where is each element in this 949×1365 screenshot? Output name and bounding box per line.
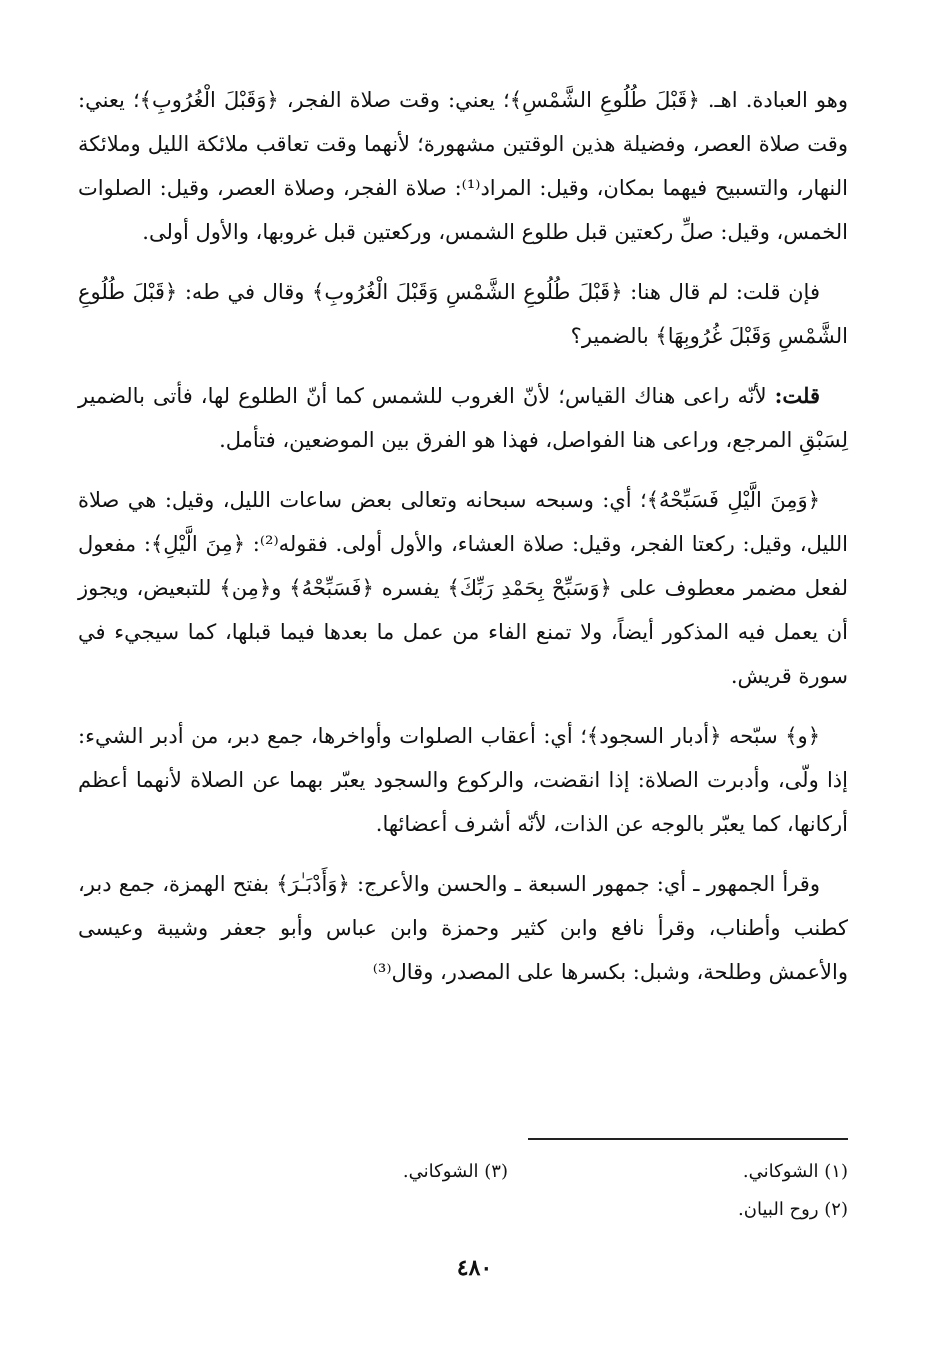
page-number: ٤٨٠	[456, 1255, 493, 1281]
paragraph-3-text: لأنّه راعى هناك القياس؛ لأنّ الغروب للشمس كما أنّ الطلوع لها، فأتى بالضمير لِسَبْقِ المرجع، وراعى هنا الفواصل، فهذا هو الفرق بين الموضعين، فتأمل.	[78, 384, 848, 452]
footnote-3: (٣) الشوكاني.	[402, 1161, 508, 1182]
paragraph-6-text: وقرأ الجمهور ـ أي: جمهور السبعة ـ والحسن والأعرج: ﴿وَأَدْبَـٰرَ﴾ بفتح الهمزة، جمع دبر، كطنب وأطناب، وقرأ نافع وابن كثير وحمزة وابن عباس وأبو جعفر وشيبة وعيسى والأعمش وطلحة، وشبل: بكسرها على المصدر، وقال⁽³⁾	[78, 872, 848, 984]
footnote-2: (٢) روح البيان.	[738, 1199, 848, 1220]
footnotes	[148, 1153, 848, 1229]
paragraph-1-text: وهو العبادة. اهـ. ﴿قَبْلَ طُلُوعِ الشَّمْسِ﴾؛ يعني: وقت صلاة الفجر، ﴿وَقَبْلَ الْغُرُوبِ﴾؛ يعني: وقت صلاة العصر، وفضيلة هذين الوقتين مشهورة؛ لأنهما وقت تعاقب ملائكة الليل وملائكة النهار، والتسبيح فيهما بمكان، وقيل: المراد⁽¹⁾: صلاة الفجر، وصلاة العصر، وقيل: الصلوات الخمس، وقيل: صلِّ ركعتين قبل طلوع الشمس، وركعتين قبل غروبها، والأول أولى.	[78, 88, 848, 244]
paragraph-2-text: فإن قلت: لم قال هنا: ﴿قَبْلَ طُلُوعِ الشَّمْسِ وَقَبْلَ الْغُرُوبِ﴾ وقال في طه: ﴿قَبْلَ طُلُوعِ الشَّمْسِ وَقَبْلَ غُرُوبِهَا﴾ بالضمير؟	[78, 280, 848, 348]
paragraph-4-text: ﴿وَمِنَ الَّيْلِ فَسَبِّحْهُ﴾؛ أي: وسبحه سبحانه وتعالى بعض ساعات الليل، وقيل: هي صلاة الليل، وقيل: ركعتا الفجر، وقيل: صلاة العشاء، والأول أولى. فقوله⁽²⁾: ﴿مِنَ الَّيْلِ﴾: مفعول لفعل مضمر معطوف على ﴿وَسَبِّحْ بِحَمْدِ رَبِّكَ﴾ يفسره ﴿فَسَبِّحْهُ﴾ و﴿مِن﴾ للتبعيض، ويجوز أن يعمل فيه المذكور أيضاً، ولا تمنع الفاء من عمل ما بعدها فيما قبلها، كما سيجيء في سورة قريش.	[78, 488, 848, 688]
paragraph-2	[78, 270, 848, 358]
paragraph-5-text: ﴿و﴾ سبّحه ﴿أدبار السجود﴾؛ أي: أعقاب الصلوات وأواخرها، جمع دبر، من أدبر الشيء: إذا ولّى، وأدبرت الصلاة: إذا انقضت، والركوع والسجود يعبّر بهما عن الصلاة لأنهما أعظم أركانها، كما يعبّر بالوجه عن الذات، لأنّه أشرف أعضائها.	[78, 724, 848, 836]
paragraph-5	[78, 714, 848, 846]
paragraph-4	[78, 478, 848, 698]
footnote-row-1	[148, 1153, 848, 1191]
footnote-row-2	[148, 1191, 848, 1229]
footnote-1: (١) الشوكاني.	[742, 1161, 848, 1182]
paragraph-1	[78, 78, 848, 254]
footnote-divider	[528, 1138, 848, 1140]
paragraph-3	[78, 374, 848, 462]
paragraph-6	[78, 862, 848, 994]
page-body	[78, 78, 848, 1010]
paragraph-3-lead: قلت:	[774, 383, 820, 408]
